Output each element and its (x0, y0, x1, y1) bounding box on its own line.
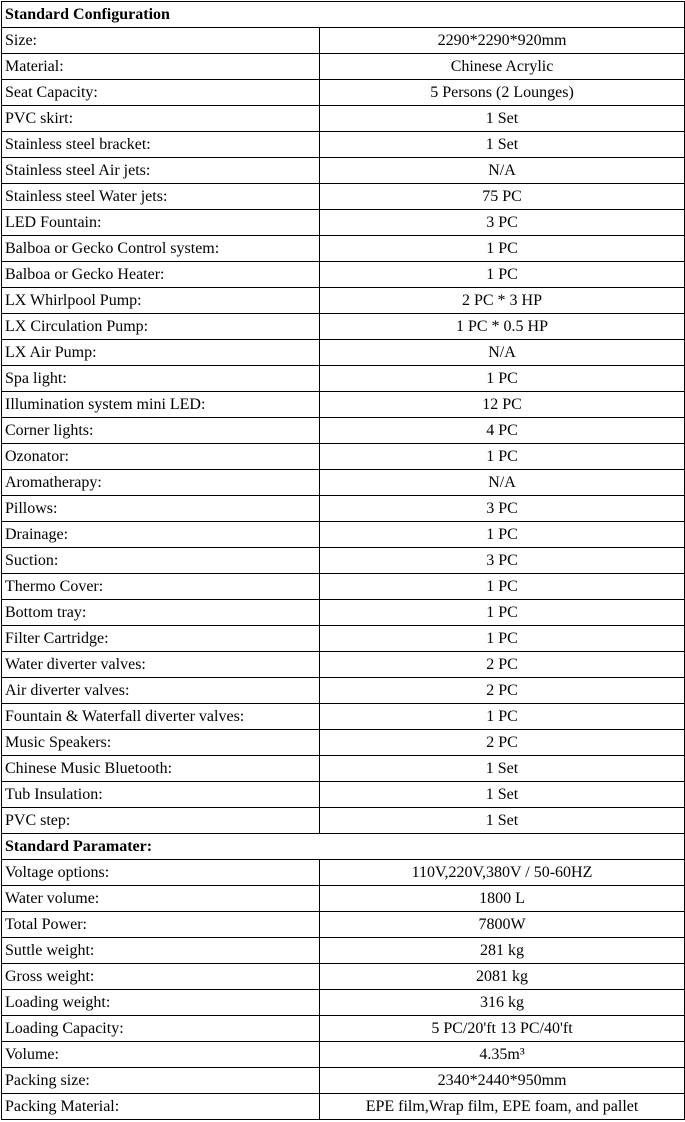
row-label: Drainage: (2, 522, 320, 548)
table-row (2, 470, 685, 496)
row-label: Corner lights: (2, 418, 320, 444)
row-label: Pillows: (2, 496, 320, 522)
table-row (2, 912, 685, 938)
row-value: 1 PC (320, 522, 685, 548)
table-row (2, 964, 685, 990)
table-row (2, 730, 685, 756)
table-row (2, 678, 685, 704)
row-value: 110V,220V,380V / 50-60HZ (320, 860, 685, 886)
row-value: 2 PC (320, 652, 685, 678)
row-label: Ozonator: (2, 444, 320, 470)
table-row (2, 54, 685, 80)
row-value: 1 PC (320, 366, 685, 392)
row-label: LED Fountain: (2, 210, 320, 236)
row-label: Material: (2, 54, 320, 80)
table-row (2, 1016, 685, 1042)
row-value: 12 PC (320, 392, 685, 418)
row-label: Volume: (2, 1042, 320, 1068)
table-row (2, 756, 685, 782)
table-row (2, 782, 685, 808)
table-row (2, 210, 685, 236)
row-label: Seat Capacity: (2, 80, 320, 106)
row-value: 2 PC (320, 730, 685, 756)
table-row (2, 1042, 685, 1068)
section-header-row (2, 2, 685, 28)
row-label: PVC step: (2, 808, 320, 834)
row-value: 2081 kg (320, 964, 685, 990)
table-row (2, 1068, 685, 1094)
row-value: 1 PC (320, 626, 685, 652)
row-label: PVC skirt: (2, 106, 320, 132)
row-label: Illumination system mini LED: (2, 392, 320, 418)
row-label: Tub Insulation: (2, 782, 320, 808)
row-label: Loading Capacity: (2, 1016, 320, 1042)
table-row (2, 366, 685, 392)
section-title: Standard Configuration (2, 2, 685, 28)
row-value: 1800 L (320, 886, 685, 912)
row-value: N/A (320, 470, 685, 496)
row-value: 1 PC (320, 444, 685, 470)
row-label: Spa light: (2, 366, 320, 392)
table-row (2, 548, 685, 574)
row-value: N/A (320, 158, 685, 184)
row-value: 281 kg (320, 938, 685, 964)
spec-table (1, 1, 685, 1120)
row-label: Packing size: (2, 1068, 320, 1094)
row-label: Water volume: (2, 886, 320, 912)
table-row (2, 80, 685, 106)
table-row (2, 262, 685, 288)
row-value: 2 PC * 3 HP (320, 288, 685, 314)
row-value: Chinese Acrylic (320, 54, 685, 80)
row-label: Packing Material: (2, 1094, 320, 1120)
row-value: 3 PC (320, 496, 685, 522)
table-row (2, 496, 685, 522)
row-label: Water diverter valves: (2, 652, 320, 678)
row-label: Aromatherapy: (2, 470, 320, 496)
table-row (2, 444, 685, 470)
row-value: 1 Set (320, 756, 685, 782)
row-label: Stainless steel bracket: (2, 132, 320, 158)
row-value: 75 PC (320, 184, 685, 210)
row-label: Balboa or Gecko Heater: (2, 262, 320, 288)
table-row (2, 886, 685, 912)
row-label: Music Speakers: (2, 730, 320, 756)
row-value: 316 kg (320, 990, 685, 1016)
table-row (2, 938, 685, 964)
row-label: Size: (2, 28, 320, 54)
row-label: Suttle weight: (2, 938, 320, 964)
row-label: Chinese Music Bluetooth: (2, 756, 320, 782)
table-row (2, 288, 685, 314)
table-row (2, 990, 685, 1016)
row-label: Gross weight: (2, 964, 320, 990)
table-row (2, 158, 685, 184)
row-value: 2290*2290*920mm (320, 28, 685, 54)
row-value: 2340*2440*950mm (320, 1068, 685, 1094)
row-value: 1 Set (320, 782, 685, 808)
table-row (2, 184, 685, 210)
row-value: 1 PC (320, 600, 685, 626)
row-label: Voltage options: (2, 860, 320, 886)
spec-table-body (2, 2, 685, 1120)
table-row (2, 522, 685, 548)
row-value: 2 PC (320, 678, 685, 704)
section-header-row (2, 834, 685, 860)
row-value: 4 PC (320, 418, 685, 444)
row-label: Stainless steel Air jets: (2, 158, 320, 184)
row-value: 1 Set (320, 132, 685, 158)
row-label: Bottom tray: (2, 600, 320, 626)
table-row (2, 574, 685, 600)
row-value: 3 PC (320, 548, 685, 574)
row-value: 4.35m³ (320, 1042, 685, 1068)
table-row (2, 808, 685, 834)
row-value: 7800W (320, 912, 685, 938)
row-label: LX Whirlpool Pump: (2, 288, 320, 314)
row-value: N/A (320, 340, 685, 366)
row-label: Fountain & Waterfall diverter valves: (2, 704, 320, 730)
table-row (2, 860, 685, 886)
row-label: Balboa or Gecko Control system: (2, 236, 320, 262)
row-value: 1 PC (320, 704, 685, 730)
row-value: 5 Persons (2 Lounges) (320, 80, 685, 106)
row-label: Thermo Cover: (2, 574, 320, 600)
row-label: LX Circulation Pump: (2, 314, 320, 340)
row-value: 1 PC (320, 574, 685, 600)
table-row (2, 28, 685, 54)
row-label: LX Air Pump: (2, 340, 320, 366)
row-value: 5 PC/20'ft 13 PC/40'ft (320, 1016, 685, 1042)
table-row (2, 106, 685, 132)
row-label: Air diverter valves: (2, 678, 320, 704)
row-value: EPE film,Wrap film, EPE foam, and pallet (320, 1094, 685, 1120)
row-label: Stainless steel Water jets: (2, 184, 320, 210)
table-row (2, 626, 685, 652)
table-row (2, 418, 685, 444)
row-value: 1 Set (320, 808, 685, 834)
row-value: 1 PC * 0.5 HP (320, 314, 685, 340)
table-row (2, 392, 685, 418)
table-row (2, 132, 685, 158)
table-row (2, 600, 685, 626)
table-row (2, 1094, 685, 1120)
table-row (2, 340, 685, 366)
table-row (2, 652, 685, 678)
row-label: Filter Cartridge: (2, 626, 320, 652)
row-label: Loading weight: (2, 990, 320, 1016)
row-label: Suction: (2, 548, 320, 574)
row-value: 3 PC (320, 210, 685, 236)
row-value: 1 PC (320, 236, 685, 262)
row-value: 1 Set (320, 106, 685, 132)
row-value: 1 PC (320, 262, 685, 288)
table-row (2, 314, 685, 340)
table-row (2, 236, 685, 262)
table-row (2, 704, 685, 730)
section-title: Standard Paramater: (2, 834, 685, 860)
row-label: Total Power: (2, 912, 320, 938)
